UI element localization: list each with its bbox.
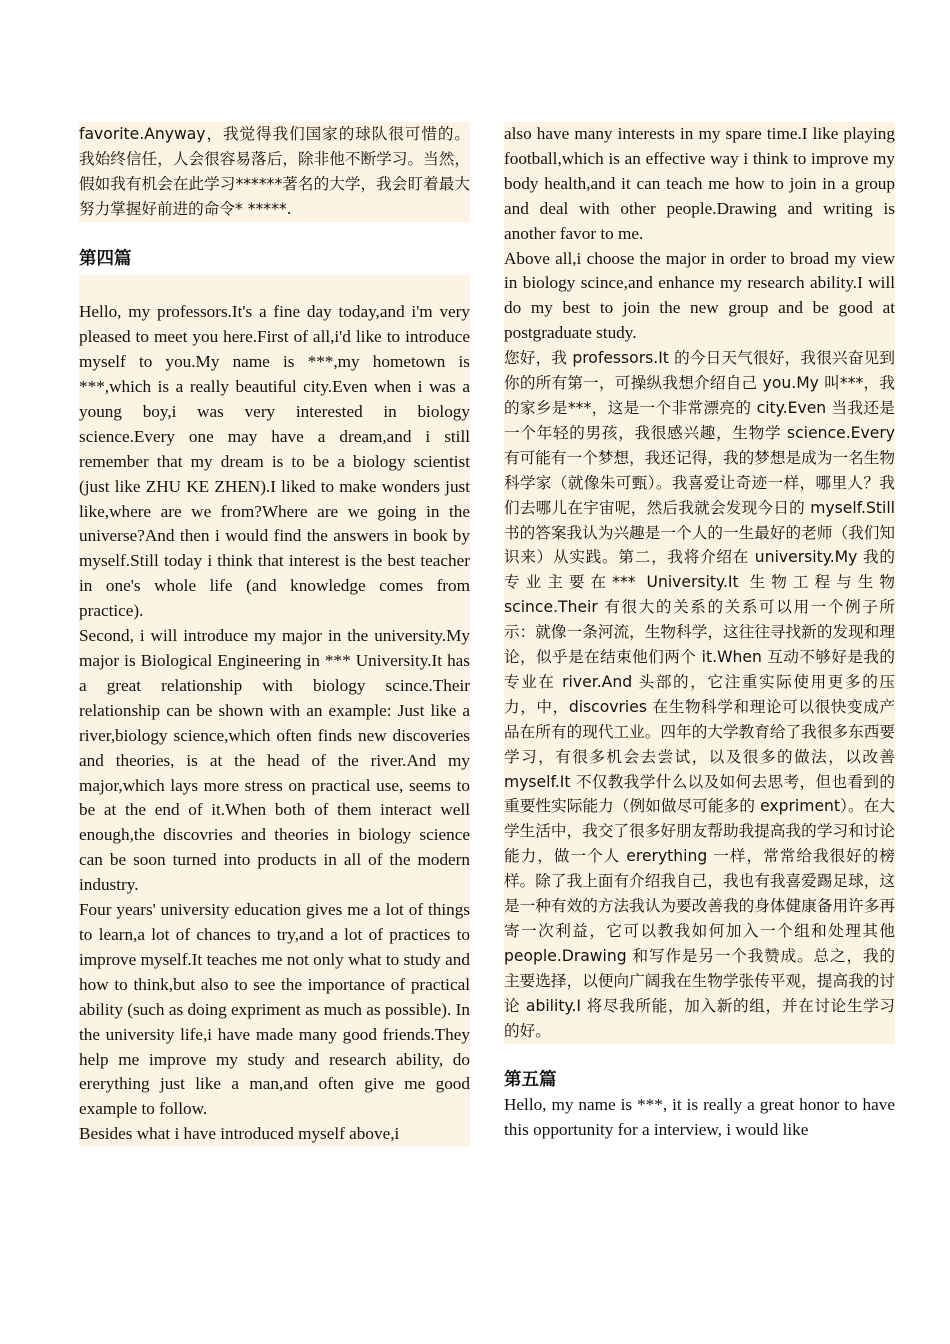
essay-paragraph: Second, i will introduce my major in the university.My major is Biological Engineering in *** University.It has a great relationship with biology scince.Their relationship can be shown with an example: Just like a river,biology science,which often finds new discoveries and theories, is at the head of the river.And my major,which lays more stress on practical use, seems to be at the end of it.When both of them interact well enough,the discovries and theories in biology science can be soon turned into products in all of the modern industry.: [79, 626, 470, 895]
essay-paragraph: Hello, my name is ***, it is really a great honor to have this opportunity for a interview, i would like: [504, 1095, 895, 1140]
essay-paragraph: Besides what i have introduced myself above,i: [79, 1124, 400, 1144]
essay-paragraph: Hello, my professors.It's a fine day today,and i'm very pleased to meet you here.First of all,i'd like to introduce myself to you.My name is ***,my hometown is ***,which is a really beautiful city.Even when i was a young boy,i was very interested in biology science.Every one may have a dream,and i still remember that my dream is to be a biology scientist (just like ZHU KE ZHEN).I liked to make wonders just like,where are we from?Where are we going in the universe?And then i would find the answers in book by myself.Still today i think that interest is the best teacher in one's whole life (and knowledge comes from practice).: [79, 302, 470, 621]
left-column: [79, 122, 470, 1147]
section-heading-5: 第五篇: [504, 1070, 557, 1091]
essay-paragraph: also have many interests in my spare time.I like playing football,which is an effective way i think to improve my body health,and it can teach me how to join in a group and deal with other people.Drawing and writing is another favor to me.: [504, 124, 895, 243]
right-column: [504, 122, 895, 1143]
essay-4-translation: 您好，我 professors.It 的今日天气很好，我很兴奋见到你的所有第一，可操纵我想介绍自己 you.My 叫***，我的家乡是***，这是一个非常漂亮的 city.Even 当我还是一个年轻的男孩，我很感兴趣，生物学 science.Every 有可能有一个梦想，我还记得，我的梦想是成为一名生物科学家（就像朱可甄）。我喜爱让奇迹一样，哪里人？我们去哪儿在宇宙呢，然后我就会发现今日的 myself.Still 书的答案我认为兴趣是一个人的一生最好的老师（我们知识来）从实践。第二，我将介绍在 university.My 我的专业主要在*** University.It 生物工程与生物 scince.Their 有很大的关系的关系可以用一个例子所示：就像一条河流，生物科学，这往往寻找新的发现和理论，似乎是在结束他们两个 it.When 互动不够好是我的专业在 river.And 头部的，它注重实际使用更多的压力，中，discovries 在生物科学和理论可以很快变成产品在所有的现代工业。四年的大学教育给了我很多东西要学习，有很多机会去尝试，以及很多的做法，以改善 myself.It 不仅教我学什么以及如何去思考，但也看到的重要性实际能力（例如做尽可能多的 expriment）。在大学生活中，我交了很多好朋友帮助我提高我的学习和讨论能力，做一个人 ererything 一样，常常给我很好的榜样。除了我上面有介绍我自己，我也有我喜爱踢足球，这是一种有效的方法我认为要改善我的身体健康备用许多再寄一次利益，它可以教我如何加入一个组和处理其他 people.Drawing 和写作是另一个我赞成。总之，我的主要选择，以便向广阔我在生物学张传平观，提高我的讨论 ability.I 将尽我所能，加入新的组，并在讨论生学习的好。: [504, 349, 895, 1040]
essay-paragraph: Four years' university education gives me a lot of things to learn,a lot of chances to try,and a lot of practices to improve myself.It teaches me not only what to study and how to think,but also to see the importance of practical ability (such as doing expriment as much as possible). In the university life,i have made many good friends.They help me improve my study and research ability, do ererything just like a man,and often give me good example to follow.: [79, 900, 470, 1119]
section-heading-4: 第四篇: [79, 248, 132, 269]
essay-paragraph: Above all,i choose the major in order to broad my view in biology scince,and enhance my research ability.I will do my best to join the new group and be good at postgraduate study.: [504, 248, 895, 343]
intro-translation: favorite.Anyway，我觉得我们国家的球队很可惜的。我始终信任，人会很容易落后，除非他不断学习。当然，假如我有机会在此学习******著名的大学，我会盯着最大努力掌握好前进的命令* *****.: [79, 122, 470, 222]
essay-4-body: [79, 275, 470, 1147]
essay-4-continued: [504, 122, 895, 1044]
